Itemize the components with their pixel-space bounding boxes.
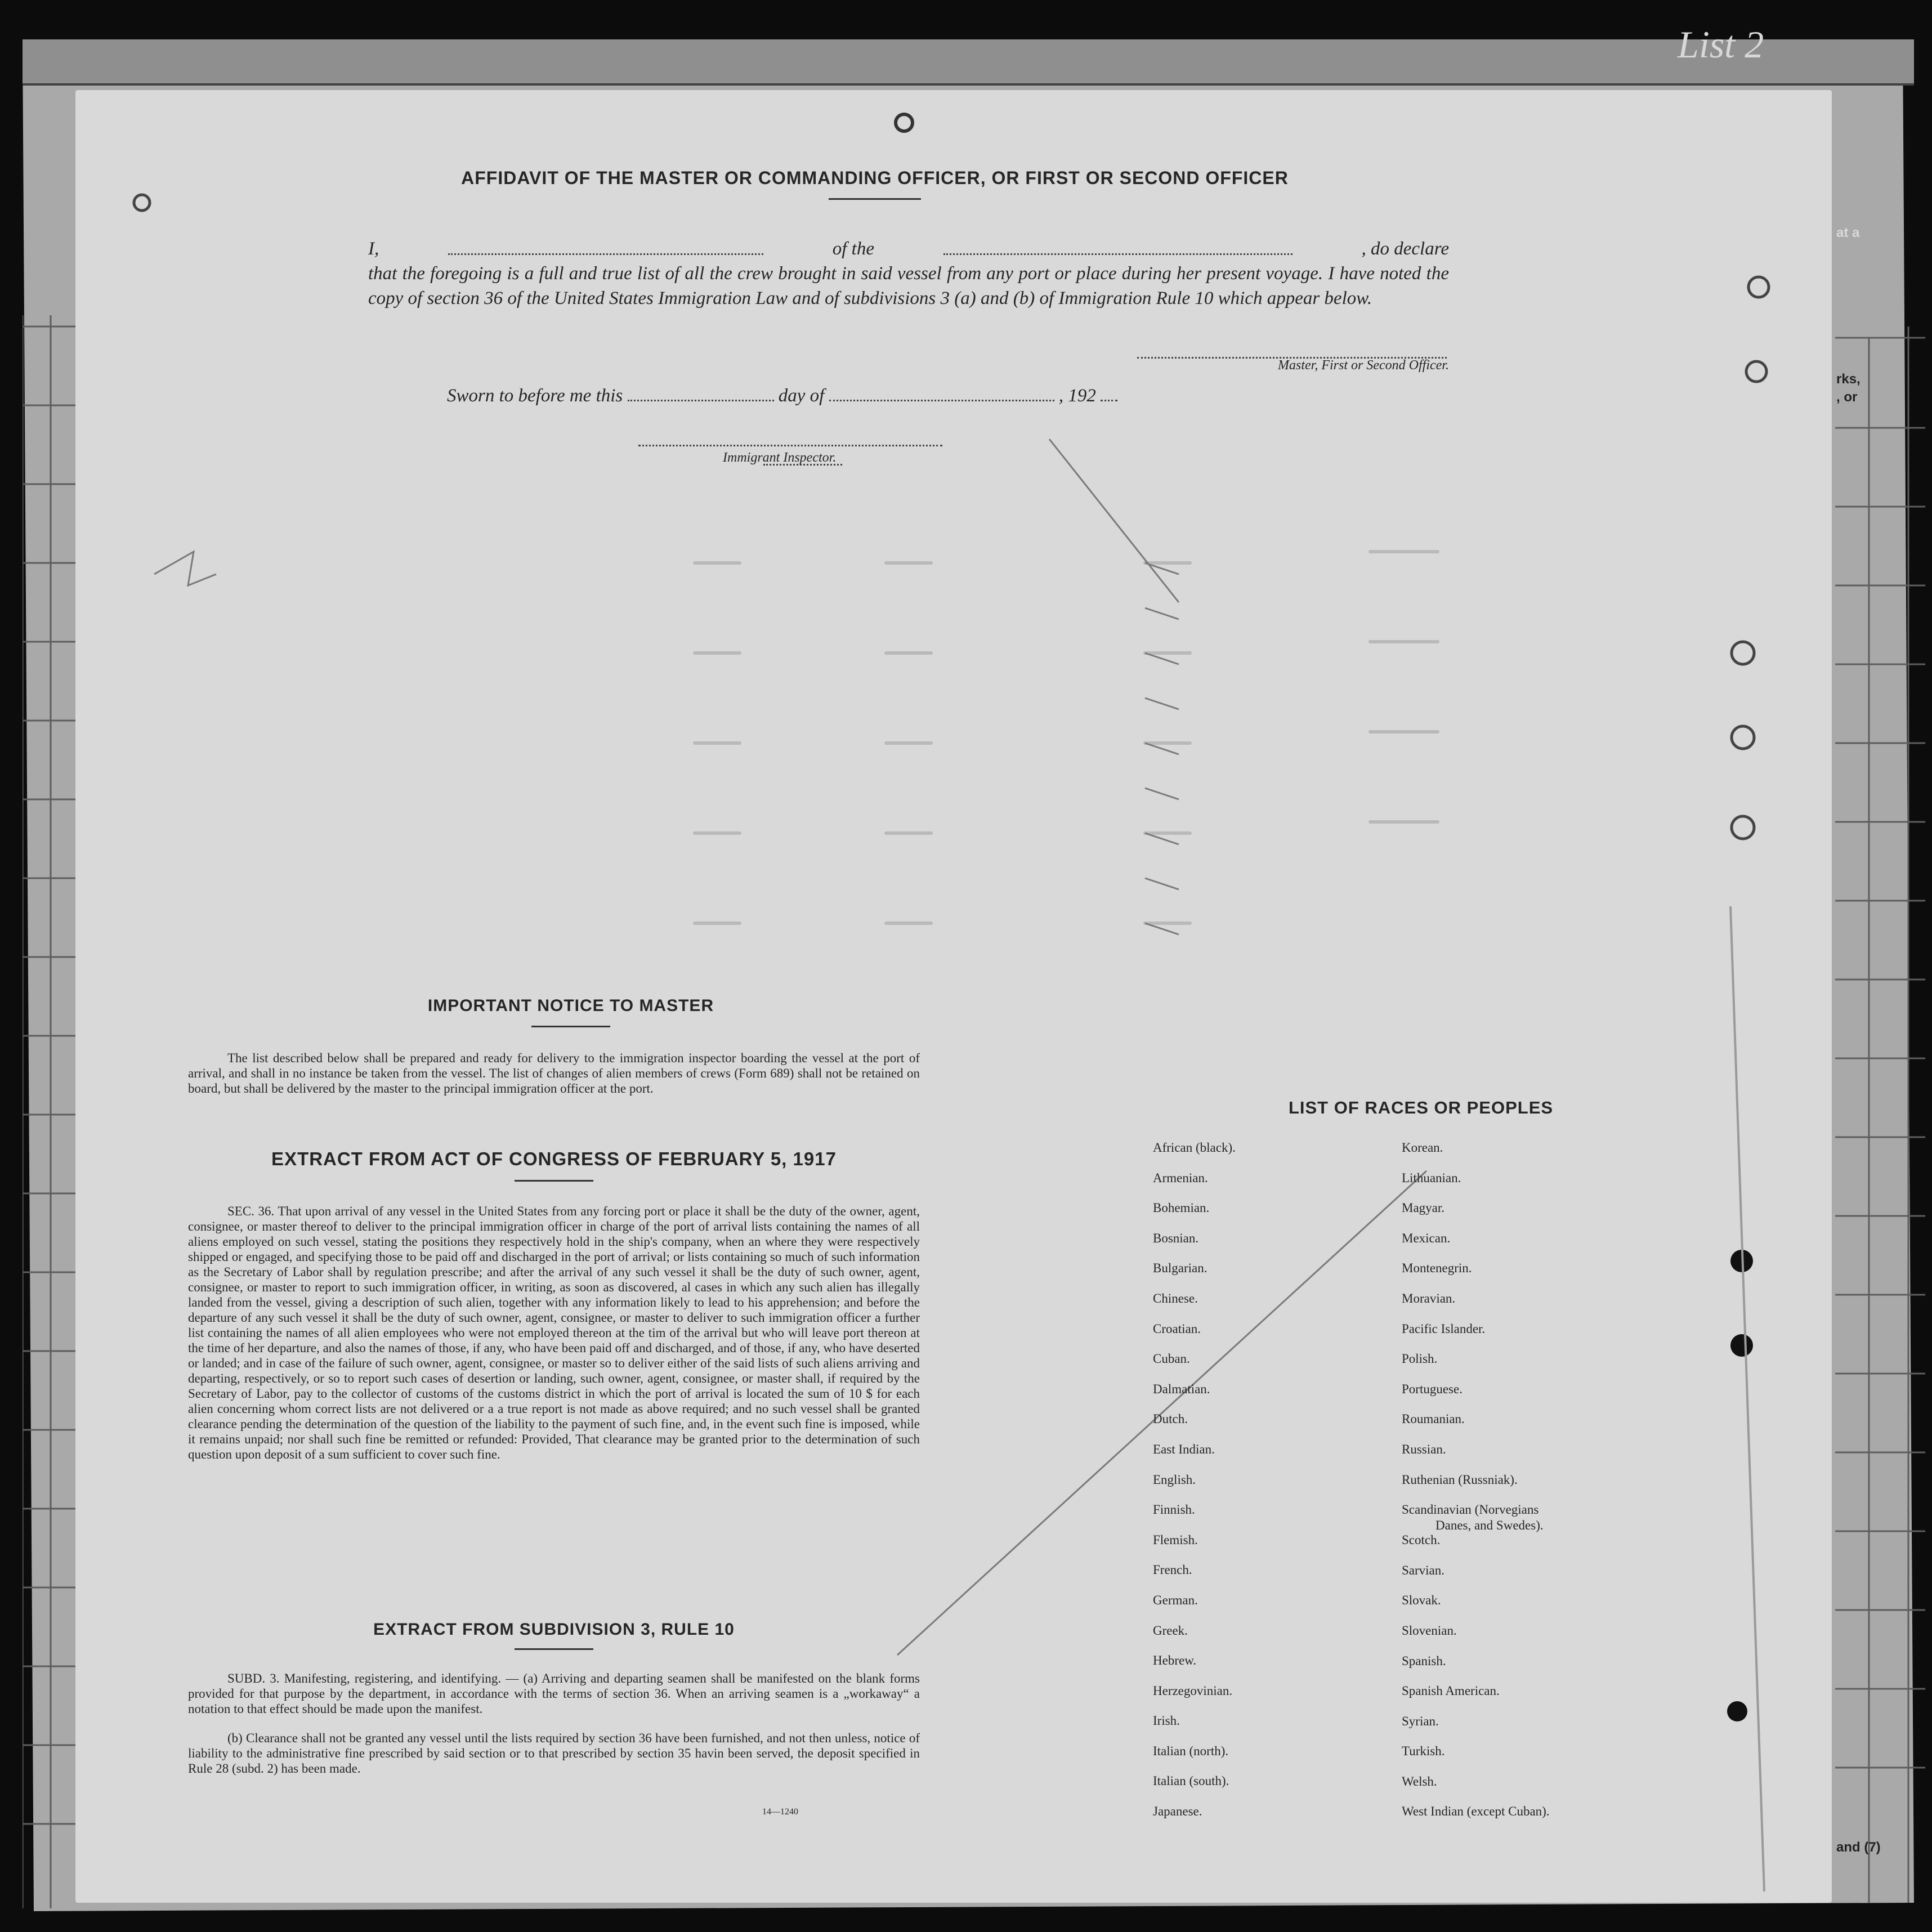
- race-item: Sarvian.: [1402, 1563, 1445, 1577]
- race-item: Croatian.: [1153, 1321, 1201, 1336]
- notice-title: IMPORTANT NOTICE TO MASTER: [427, 996, 714, 1015]
- race-item: Slovenian.: [1402, 1623, 1457, 1638]
- race-item: Irish.: [1153, 1714, 1180, 1728]
- race-item: East Indian.: [1153, 1442, 1215, 1456]
- signature-label: Master, First or Second Officer.: [1278, 358, 1449, 373]
- races-title: LIST OF RACES OR PEOPLES: [1288, 1098, 1554, 1117]
- race-item: Magyar.: [1402, 1201, 1445, 1215]
- race-item: Mexican.: [1402, 1231, 1451, 1245]
- sworn-year: , 192: [1058, 386, 1096, 406]
- inspector-label: Immigrant Inspector.: [723, 450, 837, 465]
- race-item: Montenegrin.: [1402, 1261, 1472, 1276]
- race-item: African (black).: [1153, 1141, 1236, 1155]
- races-right-column: [1402, 1141, 1550, 1835]
- race-item: German.: [1153, 1593, 1198, 1607]
- corner-list-note: List 2: [1678, 23, 1764, 66]
- notice-rule: [531, 1026, 610, 1027]
- form-number: 14—1240: [762, 1807, 798, 1817]
- race-item: Polish.: [1402, 1352, 1438, 1366]
- race-item: Syrian.: [1402, 1714, 1439, 1728]
- edge-fragment: rks,: [1836, 372, 1861, 387]
- act-title: EXTRACT FROM ACT OF CONGRESS OF FEBRUARY 5, 1917: [271, 1148, 837, 1169]
- notice-body: The list described below shall be prepared and ready for delivery to the immigration inspector boarding the vessel at the port of arrival, and shall in no instance be taken from the vessel. The list of changes of alien members of crews (Form 689) shall not be retained on board, but shall be delivered by the master to the principal immigration officer at the port.: [188, 1051, 920, 1095]
- race-item: Cuban.: [1153, 1352, 1190, 1366]
- race-item: Spanish American.: [1402, 1684, 1500, 1698]
- races-left-column: [1153, 1141, 1236, 1835]
- edge-fragment: and (7): [1836, 1840, 1881, 1855]
- affidavit-body: that the foregoing is a full and true list of all the crew brought in said vessel from any port or place during her present voyage. I have noted the copy of section 36 of the United States Immigration Law and of subdivisions 3 (a) and (b) of Immigration Rule 10 which appear below.: [368, 263, 1449, 308]
- race-item: Portuguese.: [1402, 1381, 1463, 1396]
- race-item: Flemish.: [1153, 1532, 1198, 1547]
- race-item: Bosnian.: [1153, 1231, 1199, 1245]
- rule-para-b: (b) Clearance shall not be granted any vessel until the lists required by section 36 have been furnished, and not then unless, notice of liability to the administrative fine prescribed by said section or to that prescribed by section 35 havin been served, the deposit specified in Rule 28 (subd. 2) has been made.: [188, 1731, 920, 1776]
- race-item: Turkish.: [1402, 1744, 1445, 1759]
- race-item: Roumanian.: [1402, 1412, 1465, 1426]
- race-item: Bohemian.: [1153, 1201, 1210, 1215]
- affidavit-declare: , do declare: [1361, 239, 1449, 259]
- race-item: Finnish.: [1153, 1502, 1195, 1517]
- race-item: Italian (north).: [1153, 1743, 1229, 1758]
- race-item: French.: [1153, 1563, 1192, 1577]
- race-item: Lithuanian.: [1402, 1170, 1461, 1185]
- race-item: Dalmatian.: [1153, 1381, 1210, 1396]
- race-item: Bulgarian.: [1153, 1261, 1208, 1276]
- race-item: Korean.: [1402, 1141, 1443, 1155]
- race-item: Slovak.: [1402, 1593, 1441, 1608]
- race-item: Herzegovinian.: [1153, 1683, 1233, 1698]
- race-item: Moravian.: [1402, 1291, 1456, 1305]
- race-item: Welsh.: [1402, 1774, 1437, 1788]
- edge-fragment: at a: [1836, 225, 1860, 240]
- race-item: Chinese.: [1153, 1291, 1198, 1305]
- affidavit-of-the: of the: [832, 239, 874, 259]
- race-item: Russian.: [1402, 1442, 1446, 1456]
- race-item: Dutch.: [1153, 1412, 1188, 1426]
- affidavit-sheet: [75, 90, 1832, 1903]
- rule-para-a: SUBD. 3. Manifesting, registering, and identifying. — (a) Arriving and departing seamen shall be manifested on the blank forms provided for that purpose by the department, in accordance with the terms of section 36. When an arriving seamen is a „workaway“ a notation to that effect should be made upon the manifest.: [188, 1671, 920, 1716]
- race-item: Pacific Islander.: [1402, 1321, 1486, 1336]
- affidavit-title: AFFIDAVIT OF THE MASTER OR COMMANDING OFFICER, OR FIRST OR SECOND OFFICER: [461, 168, 1289, 188]
- act-body: SEC. 36. That upon arrival of any vessel in the United States from any forcing port or place it shall be the duty of the owner, agent, consignee, or master thereof to deliver to the principal immigration officer in charge of the port of arrival lists containing the names of all aliens employed on such vessel, stating the positions they respectively hold in the ship's company, when an where they were respectively shipped or engaged, and specifying those to be paid off and discharged in the port of arrival; or lists containing so much of such information as the Secretary of Labor shall by regulation prescribe; and after the arrival of any such vessel it shall be the duty of such owner, agent, consignee, or master to report to such immigration officer, in writing, as soon as discovered, al cases in which any such alien has illegally landed from the vessel, giving a description of such alien, together with any information likely to lead to his apprehension; and before the departure of any such vessel it shall be the duty of such owner, agent, consignee, or master to deliver to such immigration officer a further list containing the names of all alien employees who were not employed thereon at the tim of the arrival but who will leave port thereon at the time of her departure, and also the names of those, if any, who have been paid off and discharged, and of those, if any, who have deserted or landed; and in case of the failure of such owner, agent, consignee, or master so to deliver either of the said lists of such aliens arriving and departing, respectively, or so to report such cases of desertion or landing, such owner, agent, consignee, or master shall, if required by the Secretary of Labor, pay to the collector of customs of the customs district in which the port of arrival is located the sum of 10 $ for each alien concerning whom correct lists are not delivered or a a true report is not made as above required; and no such vessel shall be granted clearance pending the determination of the question of the liability to the payment of such fine, and, in the event such fine is imposed, while it remains unpaid; nor shall such fine be remitted or refunded: Provided, That clearance may be granted prior to the determination of such question upon deposit of a sum sufficient to cover such fine.: [188, 1204, 920, 1461]
- sworn-prefix: Sworn to before me this: [447, 386, 623, 406]
- race-item: Armenian.: [1153, 1170, 1208, 1185]
- race-item: Scandinavian (Norvegians: [1402, 1502, 1539, 1517]
- race-item: Spanish.: [1402, 1653, 1446, 1668]
- race-item: Japanese.: [1153, 1804, 1202, 1819]
- rule-rule: [515, 1648, 593, 1650]
- affidavit-i: I,: [368, 239, 379, 259]
- race-item: Italian (south).: [1153, 1774, 1229, 1788]
- race-item: Scotch.: [1402, 1533, 1441, 1548]
- rule-title: EXTRACT FROM SUBDIVISION 3, RULE 10: [373, 1620, 735, 1639]
- act-rule: [515, 1180, 593, 1182]
- race-item: West Indian (except Cuban).: [1402, 1804, 1550, 1819]
- race-item: Danes, and Swedes).: [1435, 1518, 1544, 1533]
- race-item: English.: [1153, 1472, 1196, 1487]
- sworn-day-of: day of: [778, 386, 825, 406]
- race-item: Greek.: [1153, 1623, 1188, 1638]
- race-item: Ruthenian (Russniak).: [1402, 1472, 1518, 1487]
- edge-fragment: , or: [1836, 390, 1858, 405]
- race-item: Hebrew.: [1153, 1653, 1197, 1668]
